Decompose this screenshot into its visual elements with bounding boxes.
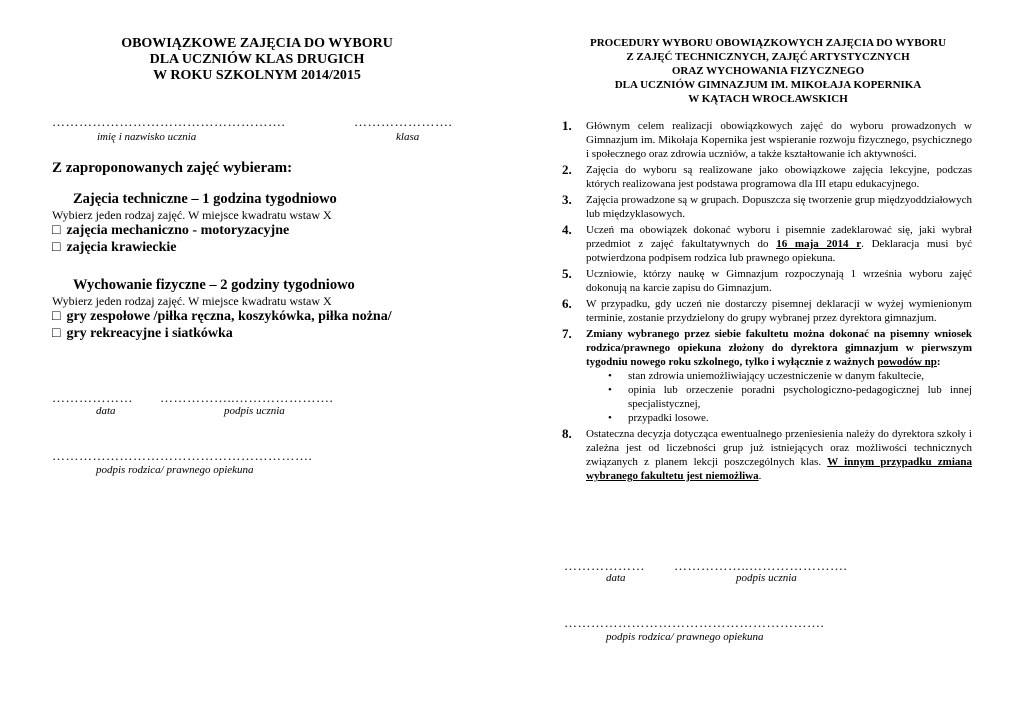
choose-heading: Z zaproponowanych zajęć wybieram: xyxy=(52,160,293,176)
bullet-icon: • xyxy=(608,384,612,396)
item-text: Uczniowie, którzy naukę w Gimnazjum rozpoczynają 1 września wyboru zajęć dokonują na karcie zapisu do Gimnazjum. xyxy=(586,268,972,294)
option-label: zajęcia mechaniczno - motoryzacyjne xyxy=(66,223,290,238)
item-text: W przypadku, gdy uczeń nie dostarczy pisemnej deklaracji w wyżej wymienionym terminie, zostanie przydzielony do grupy wybranej przez dyrektora gimnazjum. xyxy=(586,298,972,324)
checkbox-icon[interactable]: □ xyxy=(52,309,61,324)
option-tailoring[interactable] xyxy=(52,240,176,256)
checkbox-icon[interactable]: □ xyxy=(52,240,61,255)
item-text: . xyxy=(758,470,762,482)
list-item-text: stan zdrowia uniemożliwiający uczestniczenie w danym fakultecie, xyxy=(628,370,924,382)
checkbox-icon[interactable]: □ xyxy=(52,223,61,238)
procedure-item xyxy=(562,297,972,325)
procedure-item xyxy=(562,163,972,191)
date-caption: data xyxy=(96,405,116,417)
form-title-line: DLA UCZNIÓW KLAS DRUGICH xyxy=(149,52,365,67)
item-number: 5. xyxy=(562,266,572,281)
procedures-title xyxy=(552,36,984,106)
date-field[interactable]: ……………… xyxy=(564,558,645,573)
procedure-item xyxy=(562,223,972,265)
procedures-list xyxy=(562,119,972,483)
procedures-title-line: W KĄTACH WROCŁAWSKICH xyxy=(688,93,848,105)
item-text: Zmiany wybranego przez siebie fakultetu można dokonać na pisemny wniosek rodzica/prawnego opiekuna złożony do dyrektora gimnazjum w pierwszym tygodniu nowego roku szkolnego, tylko i wyłącznie z ważnych xyxy=(586,328,972,368)
date-caption: data xyxy=(606,572,626,584)
date-field[interactable]: ……………… xyxy=(52,390,133,405)
item-number: 3. xyxy=(562,192,572,207)
item-text: : xyxy=(936,356,941,368)
technical-section-heading: Zajęcia techniczne – 1 godzina tygodniowo xyxy=(73,191,337,207)
class-caption: klasa xyxy=(396,131,420,143)
item-text: Uczeń ma obowiązek dokonać wyboru i pisemnie zadeklarować się, jaki wybrał przedmiot z zajęć fakultatywnych do xyxy=(586,224,972,250)
item-text-underlined: powodów np xyxy=(877,356,937,368)
student-signature-field[interactable]: ……………..…………………. xyxy=(160,390,334,405)
procedures-title-line: DLA UCZNIÓW GIMNAZJUM IM. MIKOŁAJA KOPERNIKA xyxy=(614,79,922,91)
bullet-icon: • xyxy=(608,412,612,424)
procedure-item xyxy=(562,327,972,425)
procedures-title-line: Z ZAJĘĆ TECHNICZNYCH, ZAJĘĆ ARTYSTYCZNYCH xyxy=(626,51,910,63)
parent-signature-caption: podpis rodzica/ prawnego opiekuna xyxy=(96,464,254,476)
item-text: Zajęcia do wyboru są realizowane jako obowiązkowe zajęcia lekcyjne, podczas których realizowana jest podstawa programowa dla III etapu edukacyjnego. xyxy=(586,164,972,190)
option-label: zajęcia krawieckie xyxy=(66,240,177,255)
item-number: 2. xyxy=(562,162,572,177)
option-team-games[interactable] xyxy=(52,309,392,325)
checkbox-icon[interactable]: □ xyxy=(52,326,61,341)
item-number: 7. xyxy=(562,326,572,341)
item-number: 1. xyxy=(562,118,572,133)
technical-section-hint: Wybierz jeden rodzaj zajęć. W miejsce kwadratu wstaw X xyxy=(52,208,332,222)
procedure-item xyxy=(562,427,972,483)
procedure-item xyxy=(562,267,972,295)
student-signature-caption: podpis ucznia xyxy=(224,405,285,417)
student-signature-field[interactable]: ……………..…………………. xyxy=(674,558,848,573)
procedures-title-line: ORAZ WYCHOWANIA FIZYCZNEGO xyxy=(671,65,865,77)
item-text: Zajęcia prowadzone są w grupach. Dopuszcza się tworzenie grup międzyoddziałowych lub międzyklasowych. xyxy=(586,194,972,220)
student-name-field[interactable]: ……………………………………………. xyxy=(52,114,286,129)
list-item xyxy=(586,383,972,411)
pe-section-hint: Wybierz jeden rodzaj zajęć. W miejsce kwadratu wstaw X xyxy=(52,294,332,308)
parent-signature-caption: podpis rodzica/ prawnego opiekuna xyxy=(606,631,764,643)
form-title xyxy=(50,36,464,84)
parent-signature-field[interactable]: …………………………………………………. xyxy=(564,615,825,630)
option-label: gry rekreacyjne i siatkówka xyxy=(66,326,233,341)
list-item xyxy=(586,411,972,425)
student-name-caption: imię i nazwisko ucznia xyxy=(97,131,197,143)
procedures-title-line: PROCEDURY WYBORU OBOWIĄZKOWYCH ZAJĘCIA DO WYBORU xyxy=(589,37,947,49)
deadline-date: 16 maja 2014 r xyxy=(776,238,862,250)
option-label: gry zespołowe /piłka ręczna, koszykówka, piłka nożna/ xyxy=(66,309,392,324)
item-text: Ostateczna decyzja dotycząca ewentualnego przeniesienia należy do dyrektora szkoły i zależna jest od liczebności grup już istniejących oraz możliwości technicznych związanych z planem lekcji poszczególnych klas. xyxy=(586,428,972,468)
option-recreational-games[interactable] xyxy=(52,326,233,342)
bullet-icon: • xyxy=(608,370,612,382)
reasons-list xyxy=(586,369,972,425)
list-item-text: opinia lub orzeczenie poradni psychologiczno-pedagogicznej lub innej specjalistycznej, xyxy=(628,384,972,410)
student-signature-caption: podpis ucznia xyxy=(736,572,797,584)
procedure-item xyxy=(562,119,972,161)
list-item xyxy=(586,369,972,383)
procedure-item xyxy=(562,193,972,221)
option-mechanical[interactable] xyxy=(52,223,289,239)
item-text-underlined: W innym przypadku zmiana wybranego fakultetu jest niemożliwa xyxy=(586,456,972,482)
list-item-text: przypadki losowe. xyxy=(628,412,709,424)
form-title-line: OBOWIĄZKOWE ZAJĘCIA DO WYBORU xyxy=(121,36,393,51)
class-field[interactable]: …………………. xyxy=(354,114,453,129)
item-number: 6. xyxy=(562,296,572,311)
item-number: 4. xyxy=(562,222,572,237)
item-text: Głównym celem realizacji obowiązkowych zajęć do wyboru prowadzonych w Gimnazjum im. Mikołaja Kopernika jest wspieranie rozwoju fizycznego, psychicznego i społecznego oraz zdrowia uczniów, a także kształtowanie ich aktywności. xyxy=(586,120,972,160)
pe-section-heading: Wychowanie fizyczne – 2 godziny tygodniowo xyxy=(73,277,355,293)
item-text: . Deklaracja musi być potwierdzona podpisem rodzica lub prawnego opiekuna. xyxy=(586,238,972,264)
parent-signature-field[interactable]: …………………………………………………. xyxy=(52,448,313,463)
item-number: 8. xyxy=(562,426,572,441)
form-title-line: W ROKU SZKOLNYM 2014/2015 xyxy=(153,68,361,83)
